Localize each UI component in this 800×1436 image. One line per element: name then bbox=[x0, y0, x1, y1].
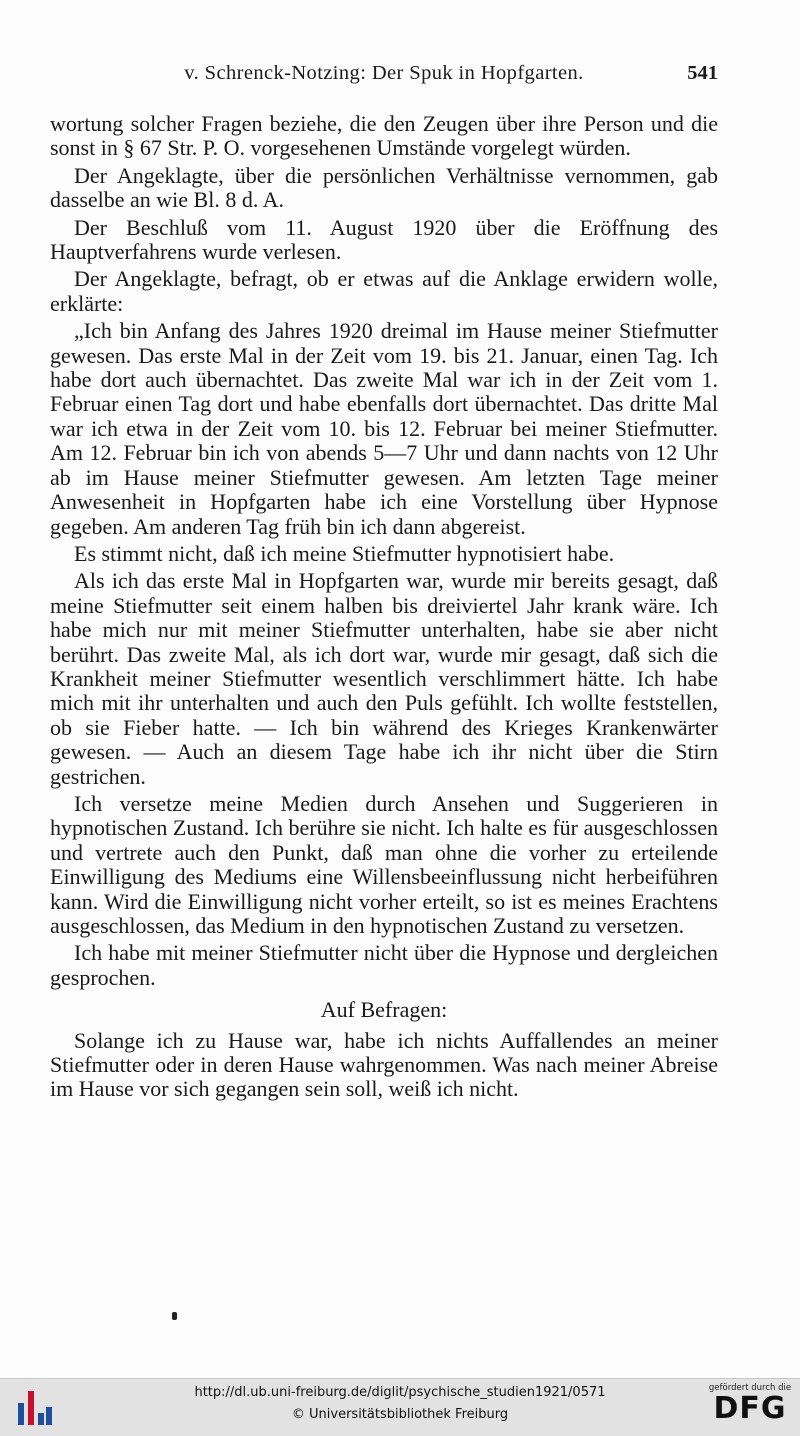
paragraph: Ich versetze meine Medien durch Ansehen und Suggerieren in hypnotischen Zustand. Ich berühre sie nicht. Ich halte es für ausgeschlossen und vertrete auch den Punkt, daß man ohne die vorher zu erteilende Einwilligung des Mediums eine Willensbeeinflussung nicht herbeiführen kann. Wird die Einwilligung nicht vorher erteilt, so ist es meines Erachtens ausgeschlossen, das Medium in den hypnotischen Zustand zu versetzen. bbox=[50, 790, 718, 938]
paragraph: Der Beschluß vom 11. August 1920 über die Eröffnung des Hauptverfahrens wurde verlesen. bbox=[50, 214, 718, 265]
paragraph: Es stimmt nicht, daß ich meine Stiefmutter hypnotisiert habe. bbox=[74, 540, 615, 566]
funder-caption: gefördert durch die bbox=[708, 1383, 792, 1393]
dfg-wordmark: DFG bbox=[713, 1391, 787, 1426]
running-head: v. Schrenck-Notzing: Der Spuk in Hopfgarten. bbox=[184, 62, 584, 84]
body-text bbox=[50, 112, 718, 1105]
page-header bbox=[50, 62, 718, 92]
paragraph: Solange ich zu Hause war, habe ich nichts Auffallendes an meiner Stiefmutter oder in deren Hause wahrgenommen. Was nach meiner Abreise im Hause vor sich gegangen sein soll, weiß ich nicht. bbox=[50, 1027, 718, 1102]
section-heading: Auf Befragen: bbox=[320, 997, 448, 1023]
page-number: 541 bbox=[687, 62, 718, 84]
paragraph: Der Angeklagte, befragt, ob er etwas auf die Anklage erwidern wolle, erklärte: bbox=[50, 266, 718, 316]
paragraph: „Ich bin Anfang des Jahres 1920 dreimal im Hause meiner Stiefmutter gewesen. Das erste Mal in der Zeit vom 19. bis 21. Januar, einen Tag. Ich habe dort auch übernachtet. Das zweite Mal war ich in der Zeit vom 1. Februar einen Tag dort und habe ebenfalls dort übernachtet. Das dritte Mal war ich etwa in der Zeit vom 10. bis 12. Februar bei meiner Stiefmutter. Am 12. Februar bin ich von abends 5—7 Uhr und dann nachts von 12 Uhr ab im Hause meiner Stiefmutter gewesen. Am letzten Tage meiner Anwesenheit in Hopfgarten habe ich eine Vorstellung über Hypnose gegeben. Am anderen Tag früh bin ich dann abgereist. bbox=[50, 318, 718, 539]
paragraph: Ich habe mit meiner Stiefmutter nicht über die Hypnose und dergleichen gesprochen. bbox=[50, 940, 718, 990]
permalink-url[interactable]: http://dl.ub.uni-freiburg.de/diglit/psychische_studien1921/0571 bbox=[194, 1385, 606, 1400]
paragraph: Der Angeklagte, über die persönlichen Verhältnisse vernommen, gab dasselbe an wie Bl. 8 d. A. bbox=[50, 162, 718, 213]
footer-bar bbox=[0, 1378, 800, 1436]
copyright-notice: © Universitätsbibliothek Freiburg bbox=[291, 1407, 509, 1422]
paragraph: wortung solcher Fragen beziehe, die den Zeugen über ihre Person und die sonst in § 67 Str. P. O. vorgesehenen Umstände vorgelegt würden. bbox=[50, 111, 718, 161]
paragraph: Als ich das erste Mal in Hopfgarten war, wurde mir bereits gesagt, daß meine Stiefmutter seit einem halben bis dreiviertel Jahr krank wäre. Ich habe mich nur mit meiner Stiefmutter unterhalten, habe sie aber nicht berührt. Das zweite Mal, als ich dort war, wurde mir gesagt, daß sich die Krankheit meiner Stiefmutter wesentlich verschlimmert hätte. Ich habe mich mit ihr unterhalten und auch den Puls gefühlt. Ich wollte feststellen, ob sie Fieber hatte. — Ich bin während des Krieges Krankenwärter gewesen. — Auch an diesem Tage habe ich ihr nicht über die Stirn gestrichen. bbox=[50, 568, 718, 789]
ink-mark bbox=[172, 1312, 177, 1320]
dfg-logo[interactable] bbox=[708, 1383, 792, 1431]
